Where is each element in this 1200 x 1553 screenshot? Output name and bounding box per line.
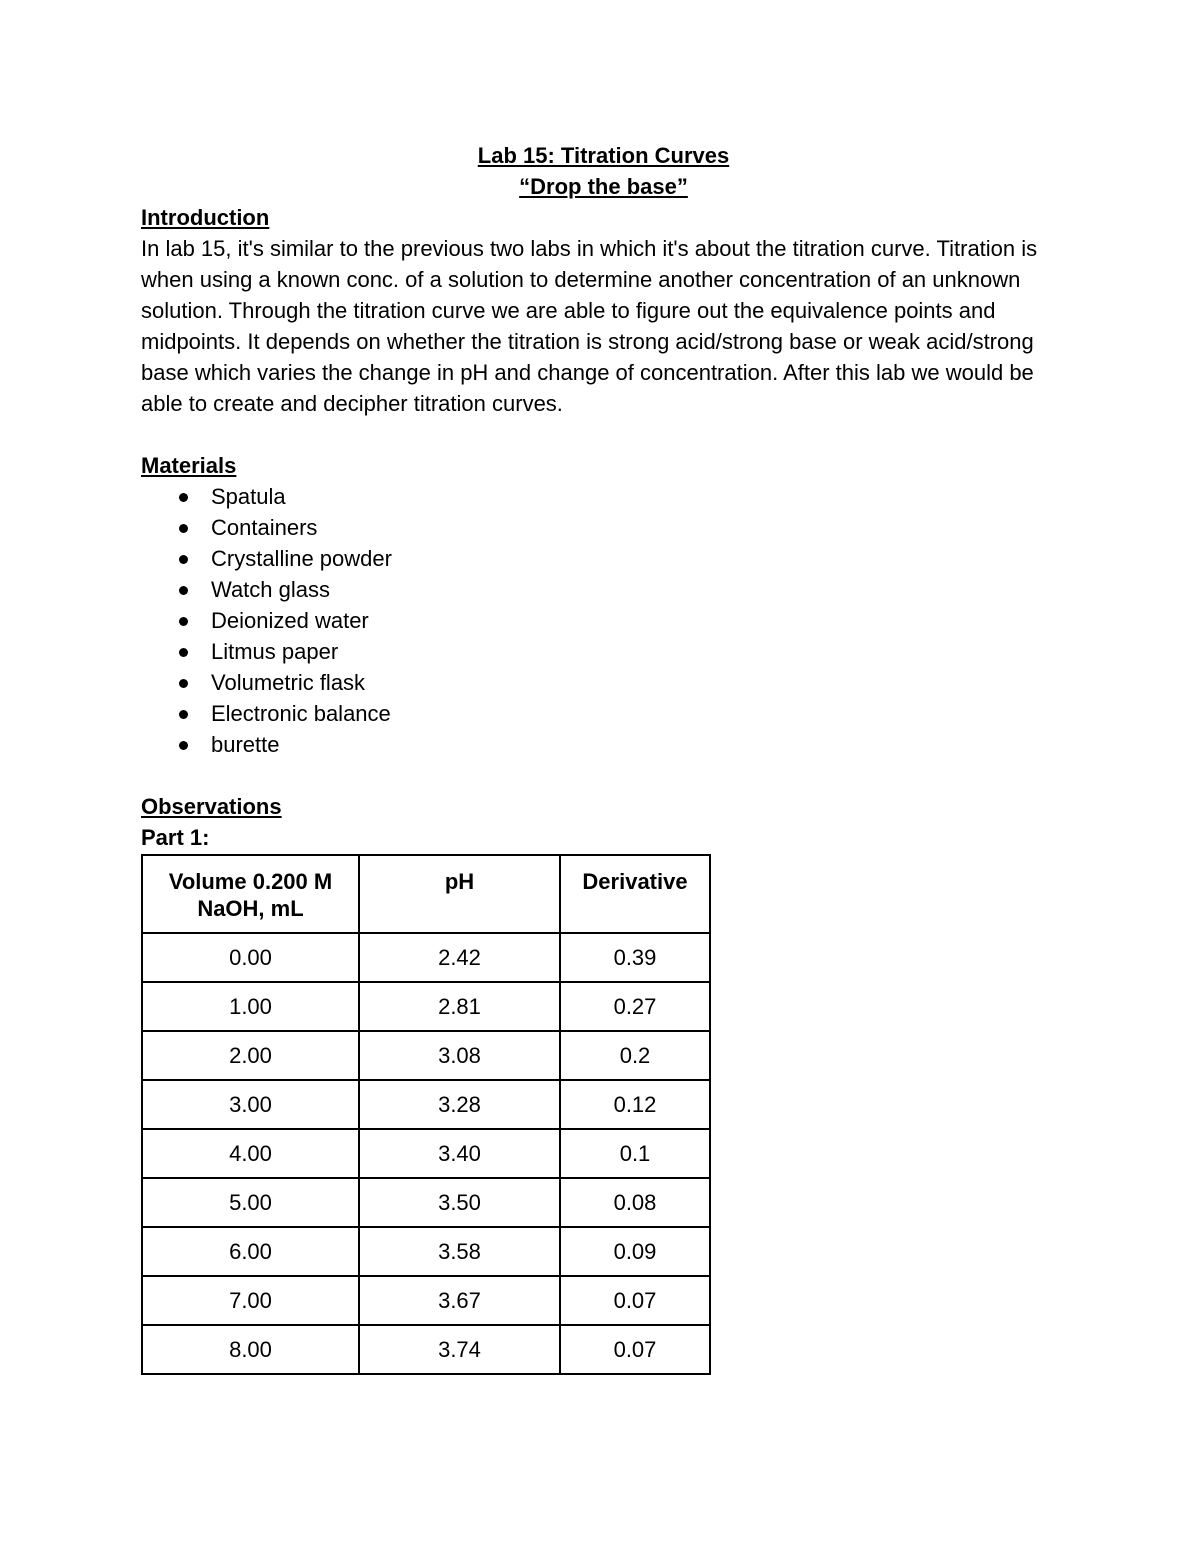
cell-derivative: 0.09 — [560, 1227, 710, 1276]
cell-ph: 2.42 — [359, 933, 560, 982]
observations-table — [141, 854, 711, 1375]
cell-volume: 2.00 — [142, 1031, 359, 1080]
cell-volume: 7.00 — [142, 1276, 359, 1325]
cell-derivative: 0.08 — [560, 1178, 710, 1227]
bullet-icon — [179, 617, 188, 626]
cell-derivative: 0.39 — [560, 933, 710, 982]
table-row — [142, 933, 710, 982]
cell-derivative: 0.27 — [560, 982, 710, 1031]
observations-heading: Observations — [141, 794, 282, 819]
cell-volume: 0.00 — [142, 933, 359, 982]
document-subtitle: “Drop the base” — [519, 174, 688, 199]
header-ph: pH — [359, 855, 560, 933]
cell-derivative: 0.1 — [560, 1129, 710, 1178]
list-item — [141, 636, 1066, 667]
bullet-icon — [179, 586, 188, 595]
list-item — [141, 512, 1066, 543]
spacer — [141, 419, 1066, 450]
table-header-row — [142, 855, 710, 933]
table-row — [142, 1080, 710, 1129]
cell-ph: 3.40 — [359, 1129, 560, 1178]
bullet-icon — [179, 710, 188, 719]
cell-derivative: 0.07 — [560, 1325, 710, 1374]
cell-ph: 3.67 — [359, 1276, 560, 1325]
header-volume: Volume 0.200 M NaOH, mL — [142, 855, 359, 933]
cell-ph: 3.28 — [359, 1080, 560, 1129]
introduction-heading: Introduction — [141, 205, 270, 230]
list-item — [141, 667, 1066, 698]
list-item — [141, 729, 1066, 760]
table-row — [142, 1031, 710, 1080]
list-item — [141, 698, 1066, 729]
cell-volume: 3.00 — [142, 1080, 359, 1129]
list-item — [141, 574, 1066, 605]
list-item — [141, 605, 1066, 636]
cell-volume: 1.00 — [142, 982, 359, 1031]
material-item: Crystalline powder — [211, 546, 392, 571]
cell-derivative: 0.07 — [560, 1276, 710, 1325]
introduction-text: In lab 15, it's similar to the previous two labs in which it's about the titration curve. Titration is when using a known conc. of a solution to determine another concentration of an unknown solution. Through the titration curve we are able to figure out the equivalence points and midpoints. It depends on whether the titration is strong acid/strong base or weak acid/strong base which varies the change in pH and change of concentration. After this lab we would be able to create and decipher titration curves. — [141, 236, 1038, 416]
table-row — [142, 1129, 710, 1178]
cell-volume: 4.00 — [142, 1129, 359, 1178]
bullet-icon — [179, 679, 188, 688]
cell-volume: 8.00 — [142, 1325, 359, 1374]
bullet-icon — [179, 648, 188, 657]
material-item: Volumetric flask — [211, 670, 366, 695]
list-item — [141, 543, 1066, 574]
table-row — [142, 1178, 710, 1227]
materials-list — [141, 481, 1066, 760]
cell-ph: 3.50 — [359, 1178, 560, 1227]
material-item: Electronic balance — [211, 701, 391, 726]
cell-ph: 2.81 — [359, 982, 560, 1031]
table-row — [142, 982, 710, 1031]
cell-volume: 6.00 — [142, 1227, 359, 1276]
spacer — [141, 760, 1066, 791]
bullet-icon — [179, 555, 188, 564]
cell-volume: 5.00 — [142, 1178, 359, 1227]
material-item: Litmus paper — [211, 639, 339, 664]
material-item: Deionized water — [211, 608, 369, 633]
bullet-icon — [179, 493, 188, 502]
document-content — [141, 140, 1066, 1375]
cell-derivative: 0.2 — [560, 1031, 710, 1080]
table-row — [142, 1227, 710, 1276]
material-item: burette — [211, 732, 280, 757]
material-item: Spatula — [211, 484, 286, 509]
document-title: Lab 15: Titration Curves — [477, 143, 730, 168]
cell-ph: 3.74 — [359, 1325, 560, 1374]
list-item — [141, 481, 1066, 512]
material-item: Watch glass — [211, 577, 331, 602]
header-derivative: Derivative — [560, 855, 710, 933]
cell-derivative: 0.12 — [560, 1080, 710, 1129]
cell-ph: 3.58 — [359, 1227, 560, 1276]
bullet-icon — [179, 741, 188, 750]
materials-heading: Materials — [141, 453, 237, 478]
part-label: Part 1: — [141, 825, 210, 850]
table-row — [142, 1325, 710, 1374]
material-item: Containers — [211, 515, 318, 540]
cell-ph: 3.08 — [359, 1031, 560, 1080]
table-row — [142, 1276, 710, 1325]
bullet-icon — [179, 524, 188, 533]
